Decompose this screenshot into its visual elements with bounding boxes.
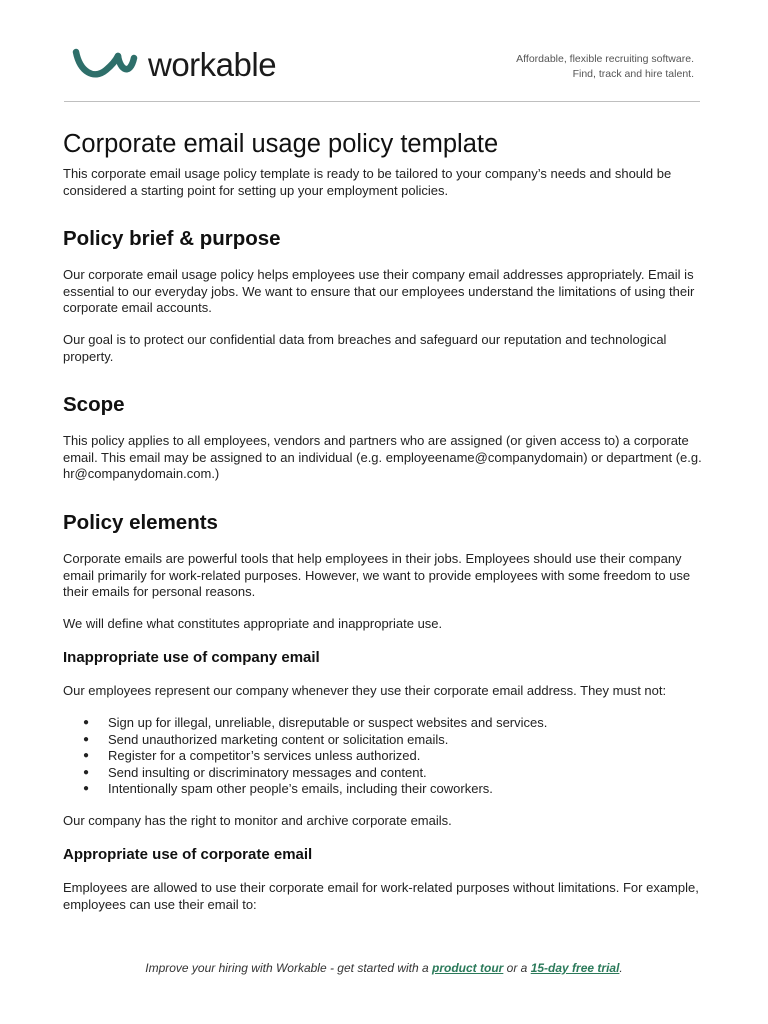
- tagline-line-2: Find, track and hire talent.: [572, 67, 694, 80]
- product-tour-link[interactable]: product tour: [432, 961, 504, 975]
- inappropriate-paragraph-1: Our employees represent our company whenever they use their corporate email address. They must not:: [63, 683, 667, 699]
- header-tagline: [516, 52, 694, 81]
- workable-logo[interactable]: [72, 45, 276, 85]
- list-item: ● Register for a competitor’s services unless authorized.: [63, 748, 703, 765]
- inappropriate-paragraph-2: Our company has the right to monitor and archive corporate emails.: [63, 812, 452, 828]
- brand-name: workable: [148, 46, 277, 83]
- list-item: ● Sign up for illegal, unreliable, disreputable or suspect websites and services.: [63, 715, 703, 732]
- list-item: ● Intentionally spam other people’s emails, including their coworkers.: [63, 781, 703, 798]
- footer-cta: [0, 961, 768, 975]
- heading-appropriate-use: Appropriate use of corporate email: [63, 846, 313, 864]
- heading-inappropriate-use: Inappropriate use of company email: [63, 649, 320, 667]
- workable-logo-mark-icon: [72, 46, 138, 84]
- document-title: Corporate email usage policy template: [63, 130, 499, 158]
- footer-text-before: Improve your hiring with Workable - get started with a: [145, 961, 433, 975]
- intro-paragraph: This corporate email usage policy template is ready to be tailored to your company’s needs and should be considered a starting point for setting up your employment policies.: [63, 166, 672, 198]
- elements-paragraph-1: Corporate emails are powerful tools that help employees in their jobs. Employees should use their company email primarily for work-related purposes. However, we want to provide employees with some freedom to use their emails for personal reasons.: [63, 550, 691, 600]
- free-trial-link[interactable]: 15-day free trial: [530, 961, 620, 975]
- appropriate-paragraph-1: Employees are allowed to use their corporate email for work-related purposes without limitations. For example, employees can use their email to:: [63, 880, 699, 913]
- header-divider: [64, 101, 700, 102]
- list-item: ● Send unauthorized marketing content or solicitation emails.: [63, 732, 703, 749]
- heading-scope: Scope: [63, 393, 125, 417]
- footer-text-after: .: [619, 961, 623, 975]
- brief-paragraph-1: Our corporate email usage policy helps employees use their company email addresses appropriately. Email is essential to our everyday jobs. We want to ensure that our employees understand the limitations of using their corporate email accounts.: [63, 267, 695, 316]
- inappropriate-list: [63, 715, 703, 798]
- document-body: [63, 128, 703, 914]
- document-header: [62, 40, 702, 102]
- tagline-line-1: Affordable, flexible recruiting software.: [516, 53, 694, 65]
- scope-paragraph: This policy applies to all employees, vendors and partners who are assigned (or given access to) a corporate email. This email may be assigned to an individual (e.g. employeename@companydomain) or department (e.g. hr@companydomain.com.): [63, 433, 702, 482]
- elements-paragraph-2: We will define what constitutes appropriate and inappropriate use.: [63, 615, 443, 631]
- brief-paragraph-2: Our goal is to protect our confidential data from breaches and safeguard our reputation and technological property.: [63, 331, 667, 364]
- heading-policy-elements: Policy elements: [63, 510, 218, 534]
- heading-policy-brief: Policy brief & purpose: [63, 227, 281, 251]
- footer-text-middle: or a: [503, 961, 531, 975]
- list-item: ● Send insulting or discriminatory messages and content.: [63, 765, 703, 782]
